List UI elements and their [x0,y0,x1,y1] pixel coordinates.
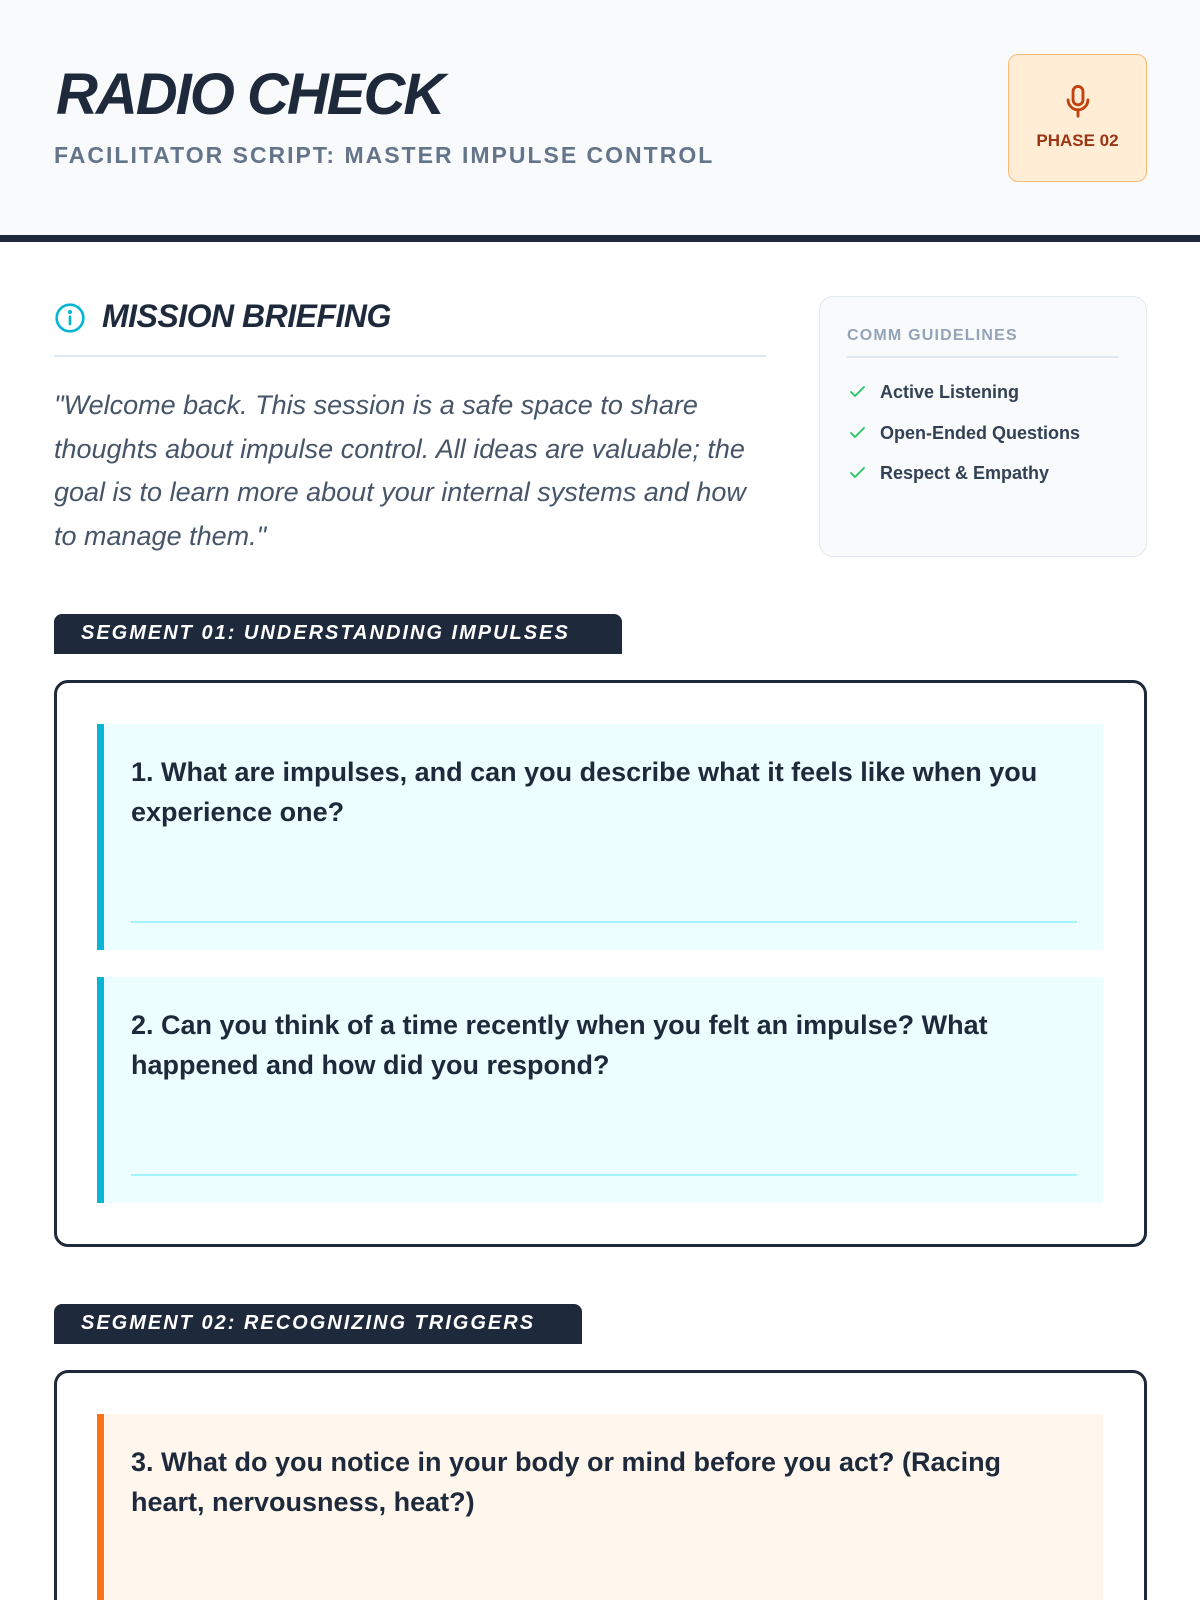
info-circle-icon [54,302,86,334]
segment-tab: SEGMENT 01: UNDERSTANDING IMPULSES [54,614,622,654]
guideline-label: Active Listening [880,381,1020,402]
guideline-label: Open-Ended Questions [880,422,1081,443]
answer-line [131,1174,1077,1176]
phase-badge [1008,54,1147,182]
briefing-title: MISSION BRIEFING [102,298,391,334]
segment-tab: SEGMENT 02: RECOGNIZING TRIGGERS [54,1304,582,1344]
guideline-label: Respect & Empathy [880,462,1050,483]
guideline-item [847,380,1019,404]
check-icon [847,465,869,481]
guidelines-title: COMM GUIDELINES [847,327,1018,344]
phase-label: PHASE 02 [1036,131,1119,150]
page-title: RADIO CHECK [56,62,444,127]
question-text: 3. What do you notice in your body or mind before you act? (Racing heart, nervousness, heat?) [131,1447,1002,1517]
question-text: 2. Can you think of a time recently when you felt an impulse? What happened and how did you respond? [131,1010,988,1080]
guideline-item [847,461,1049,485]
page-header [0,0,1200,242]
segment-box [54,680,1147,1247]
question-card [97,1414,1103,1600]
briefing-quote: "Welcome back. This session is a safe space to share thoughts about impulse control. All ideas are valuable; the goal is to learn more about your internal systems and how to manage them." [54,390,746,551]
answer-line [131,921,1077,923]
guidelines-panel [819,296,1147,557]
question-text: 1. What are impulses, and can you describe what it feels like when you experience one? [131,757,1038,827]
divider [54,355,766,357]
divider [847,356,1119,358]
page-subtitle: FACILITATOR SCRIPT: MASTER IMPULSE CONTROL [54,142,715,168]
question-card [97,724,1103,950]
check-icon [847,425,869,441]
check-icon [847,384,869,400]
question-card [97,977,1103,1203]
microphone-icon [1061,83,1095,121]
guideline-item [847,421,1080,445]
segment-box [54,1370,1147,1600]
